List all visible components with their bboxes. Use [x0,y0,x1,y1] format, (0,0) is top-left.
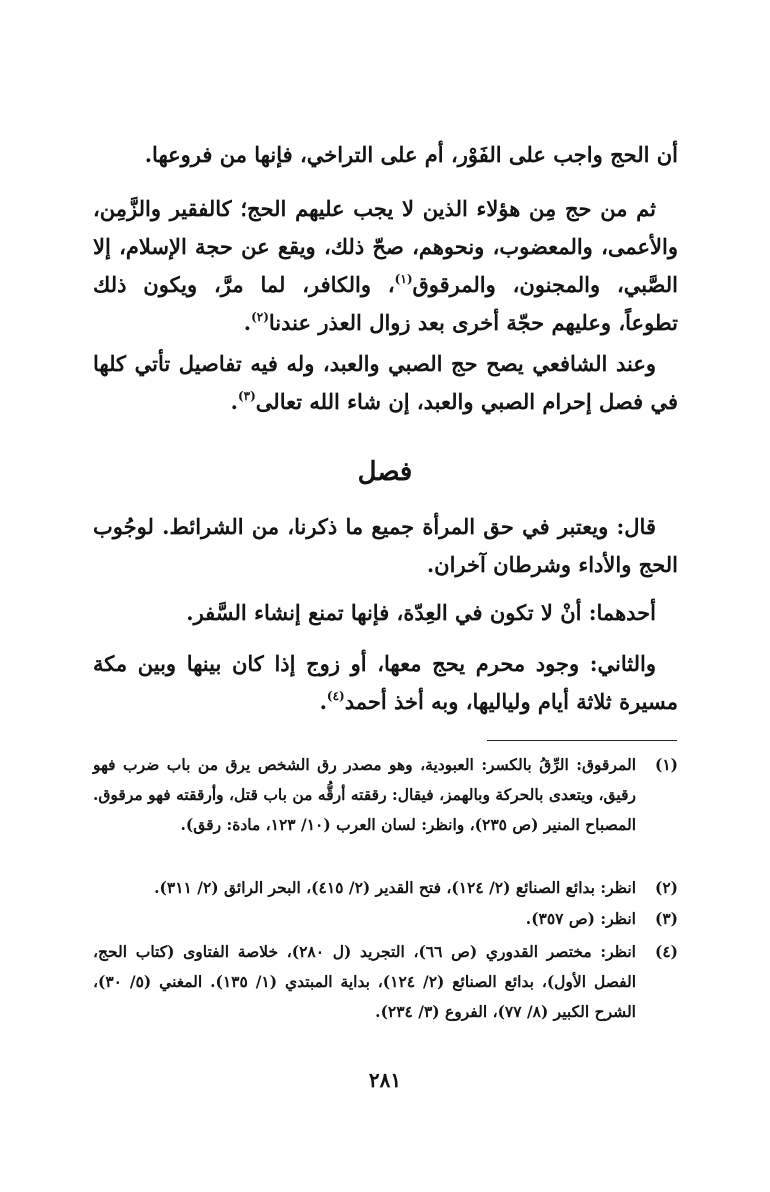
page-number: ٢٨١ [368,1068,402,1092]
section-intro [93,508,678,584]
intro-lead: قال: [616,514,656,539]
footnote-2 [93,873,678,903]
footnote-text: انظر: مختصر القدوري (ص ٦٦)، التجريد (ل ٢٨٠)، خلاصة الفتاوى (كتاب الحج، الفصل الأول)، بدائع الصنائع (٢/ ١٢٤)، بداية المبتدي (١/ ١٣٥). المغني (٥/ ٣٠)، الشرح الكبير (٨/ ٧٧)، الفروع (٣/ ٢٣٤). [93,942,637,1021]
section-heading: فصل [357,457,413,487]
second-end: . [319,689,327,714]
footnote-ref-2[interactable]: (٢) [251,310,269,324]
footnote-3 [93,904,678,934]
footnote-4 [93,937,678,1027]
paragraph-3 [93,345,678,421]
footnote-number: (٣) [654,909,678,928]
first-lead: أحدهما: [588,600,656,625]
footnote-number: (٤) [654,942,678,961]
footnote-separator [487,740,677,741]
paragraph-1 [93,136,678,174]
condition-second [93,645,678,721]
footnote-ref-3[interactable]: (٣) [237,389,256,403]
footnote-text: انظر: بدائع الصنائع (٢/ ١٢٤)، فتح القدير (٢/ ٤١٥)، البحر الرائق (٢/ ٣١١). [154,878,636,897]
paragraph-3-end: . [230,389,238,414]
second-text: وجود محرم يحج معها، أو زوج إذا كان بينها وبين مكة مسيرة ثلاثة أيام ولياليها، وبه أخذ أحمد [93,651,678,714]
paragraph-1-text: أن الحج واجب على الفَوْر، أم على التراخي، فإنها من فروعها. [144,142,678,167]
footnote-number: (٢) [654,878,678,897]
paragraph-2-text: ثم من حج مِن هؤلاء الذين لا يجب عليهم الحج؛ كالفقير والزَّمِن، والأعمى، والمعضوب، ونحوهم، صحّ ذلك، ويقع عن حجة الإسلام، إلا الصَّبي، والمجنون، والمرقوق [93,196,679,297]
second-lead: والثاني: [589,651,656,676]
footnote-ref-4[interactable]: (٤) [326,689,345,703]
intro-text: ويعتبر في حق المرأة جميع ما ذكرنا، من الشرائط. لوجُوب الحج والأداء وشرطان آخران. [93,514,678,577]
condition-first [93,594,678,632]
footnote-text: المرقوق: الرِّقُ بالكسر: العبودية، وهو مصدر رق الشخص يرق من باب ضرب فهو رقيق، ويتعدى بالحركة وبالهمز، فيقال: رققته أرقُّه من باب قتل، وأرققته فهو مرقوق. المصباح المنير (ص ٢٣٥)، وانظر: لسان العرب (١٠/ ١٢٣، مادة: رقق). [93,755,636,834]
paragraph-2-continuation: ، والكافر، لما مرَّ، ويكون ذلك تطوعاً، وعليهم حجّة أخرى بعد زوال العذر عندنا [93,272,678,335]
footnote-ref-1[interactable]: (١) [394,272,413,286]
paragraph-3-text: وعند الشافعي يصح حج الصبي والعبد، وله فيه تفاصيل تأتي كلها في فصل إحرام الصبي والعبد، إن شاء الله تعالى [93,351,678,414]
footnote-text: انظر: (ص ٣٥٧). [525,909,636,928]
first-text: أنْ لا تكون في العِدّة، فإنها تمنع إنشاء السَّفر. [186,600,589,625]
paragraph-2-end: . [243,310,252,335]
footnote-1 [93,750,678,840]
footnote-number: (١) [654,755,678,774]
paragraph-2 [93,190,678,342]
